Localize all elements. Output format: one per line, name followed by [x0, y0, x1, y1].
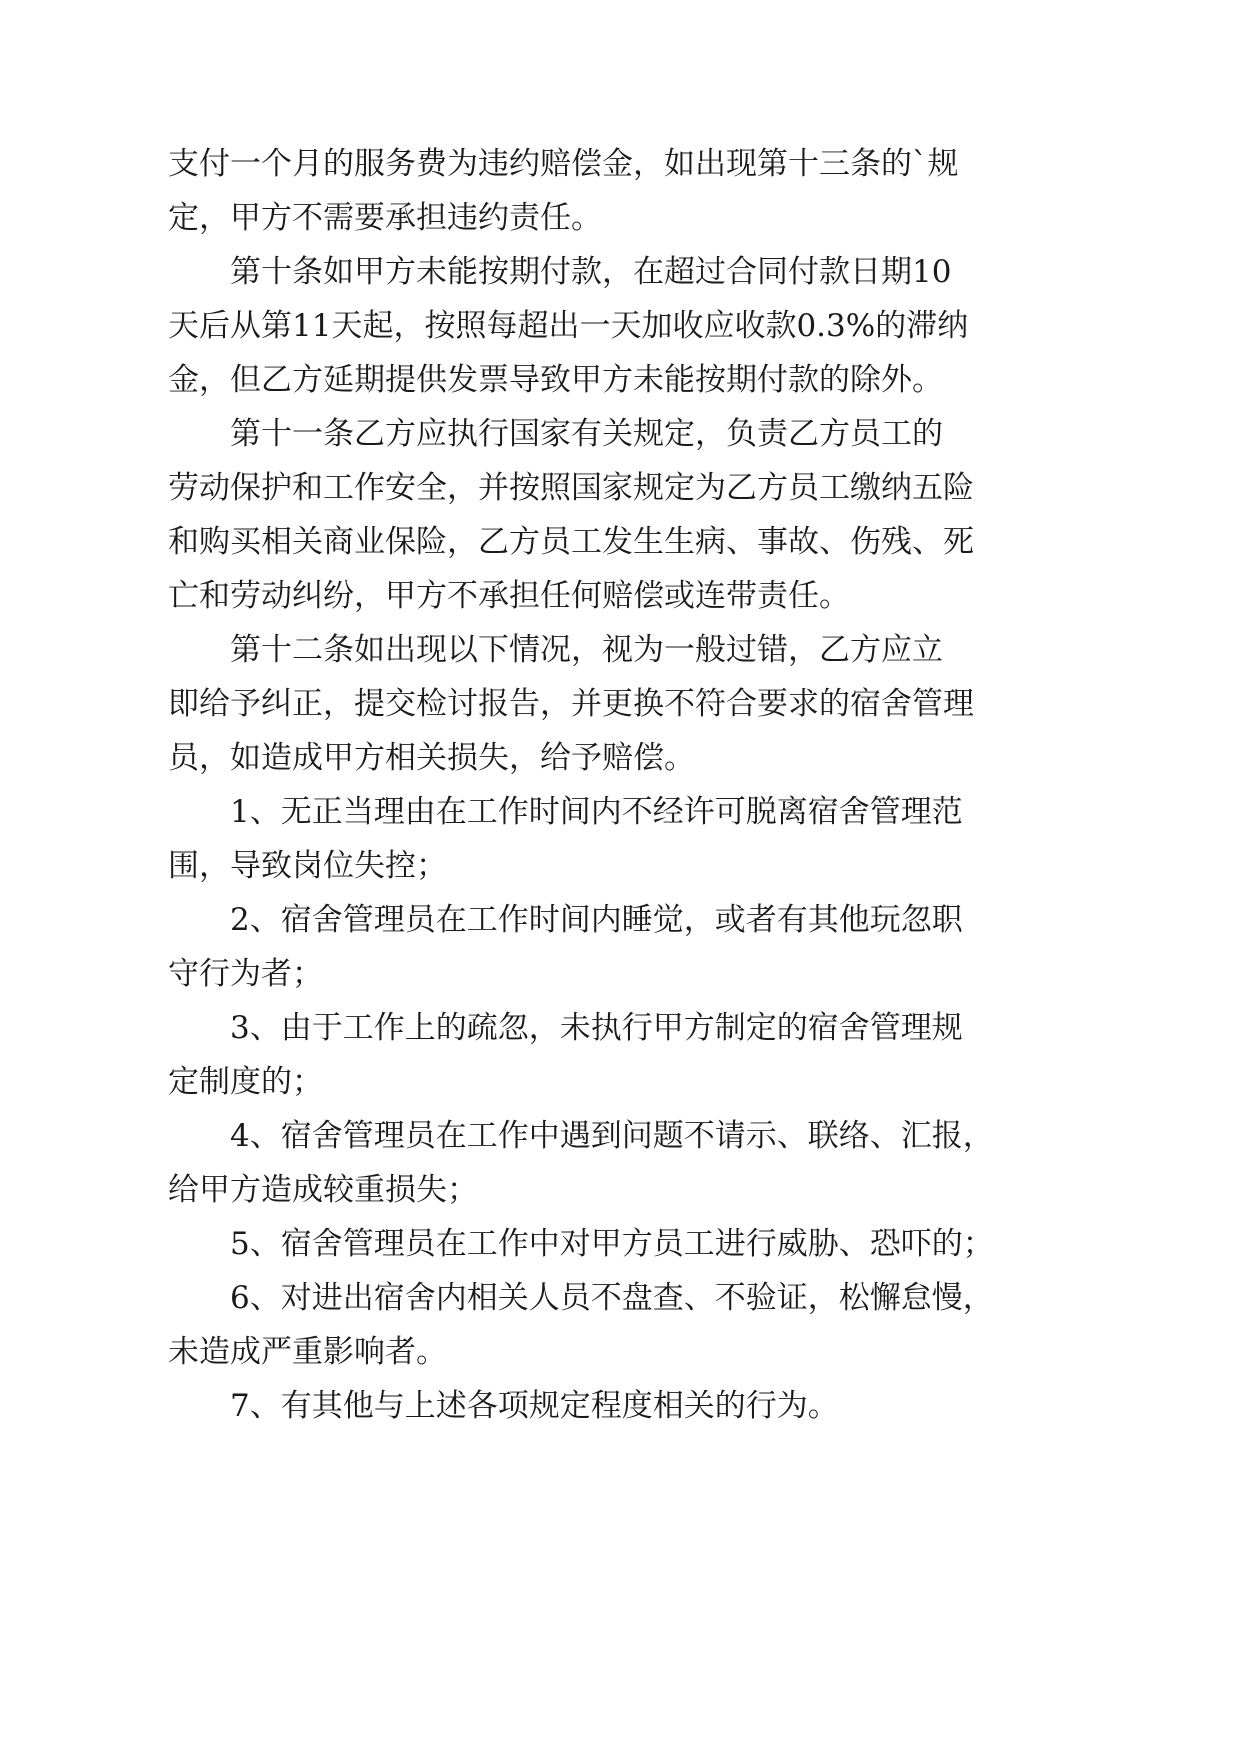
article-12-line: 第 十 二 条 如 出 现 以 下 情 况 ， 视 为 一 般 过 错 ， 乙 方 应 立 — [230, 632, 943, 668]
article-10-line: 天 后 从 第 11 天 起 ， 按 照 每 超 出 一 天 加 收 应 收 款 0.3% 的 滞 纳 — [168, 308, 969, 344]
list-item-4-line: 给 甲 方 造 成 较 重 损 失 ； — [168, 1172, 478, 1208]
list-item-7-line: 7 、 有 其 他 与 上 述 各 项 规 定 程 度 相 关 的 行 为 。 — [230, 1388, 839, 1424]
article-10-line: 金 ， 但 乙 方 延 期 提 供 发 票 导 致 甲 方 未 能 按 期 付 款 的 除 外 。 — [168, 362, 943, 398]
article-12-line: 即 给 予 纠 正 ， 提 交 检 讨 报 告 ， 并 更 换 不 符 合 要 求 的 宿 舍 管 理 — [168, 686, 974, 722]
article-11-line: 劳 动 保 护 和 工 作 安 全 ， 并 按 照 国 家 规 定 为 乙 方 员 工 缴 纳 五 险 — [168, 470, 974, 506]
article-11-line: 和 购 买 相 关 商 业 保 险 ， 乙 方 员 工 发 生 生 病 、 事 故 、 伤 残 、 死 — [168, 524, 974, 560]
list-item-4-line: 4 、 宿 舍 管 理 员 在 工 作 中 遇 到 问 题 不 请 示 、 联 络 、 汇 报 ， — [230, 1118, 994, 1154]
list-item-3-line: 3 、 由 于 工 作 上 的 疏 忽 ， 未 执 行 甲 方 制 定 的 宿 舍 管 理 规 — [230, 1010, 963, 1046]
list-item-5-line: 5 、 宿 舍 管 理 员 在 工 作 中 对 甲 方 员 工 进 行 威 胁 、 恐 吓 的 ； — [230, 1226, 994, 1262]
paragraph-9-line: 定，甲方不需要承担违约责任。 — [168, 200, 602, 236]
list-item-3-line: 定 制 度 的 ； — [168, 1064, 323, 1100]
article-11-line: 第 十 一 条 乙 方 应 执 行 国 家 有 关 规 定 ， 负 责 乙 方 员 工 的 — [230, 416, 943, 452]
list-item-2-line: 2 、 宿 舍 管 理 员 在 工 作 时 间 内 睡 觉 ， 或 者 有 其 他 玩 忽 职 — [230, 902, 963, 938]
article-11-line: 亡 和 劳 动 纠 纷 ， 甲 方 不 承 担 任 何 赔 偿 或 连 带 责 任 。 — [168, 578, 850, 614]
list-item-2-line: 守 行 为 者 ； — [168, 956, 323, 992]
list-item-6-line: 6 、 对 进 出 宿 舍 内 相 关 人 员 不 盘 查 、 不 验 证 ， 松 懈 怠 慢 ， — [230, 1280, 994, 1316]
list-item-6-line: 未 造 成 严 重 影 响 者 。 — [168, 1334, 447, 1370]
paragraph-9-line: 支 付 一 个 月 的 服 务 费 为 违 约 赔 偿 金 ， 如 出 现 第 十 三 条 的 ` 规 — [168, 146, 959, 182]
list-item-1-line: 围 ， 导 致 岗 位 失 控 ； — [168, 848, 447, 884]
article-10-line: 第 十 条 如 甲 方 未 能 按 期 付 款 ， 在 超 过 合 同 付 款 日 期 10 — [230, 254, 952, 290]
article-12-line: 员 ， 如 造 成 甲 方 相 关 损 失 ， 给 予 赔 偿 。 — [168, 740, 695, 776]
list-item-1-line: 1 、 无 正 当 理 由 在 工 作 时 间 内 不 经 许 可 脱 离 宿 舍 管 理 范 — [230, 794, 963, 830]
